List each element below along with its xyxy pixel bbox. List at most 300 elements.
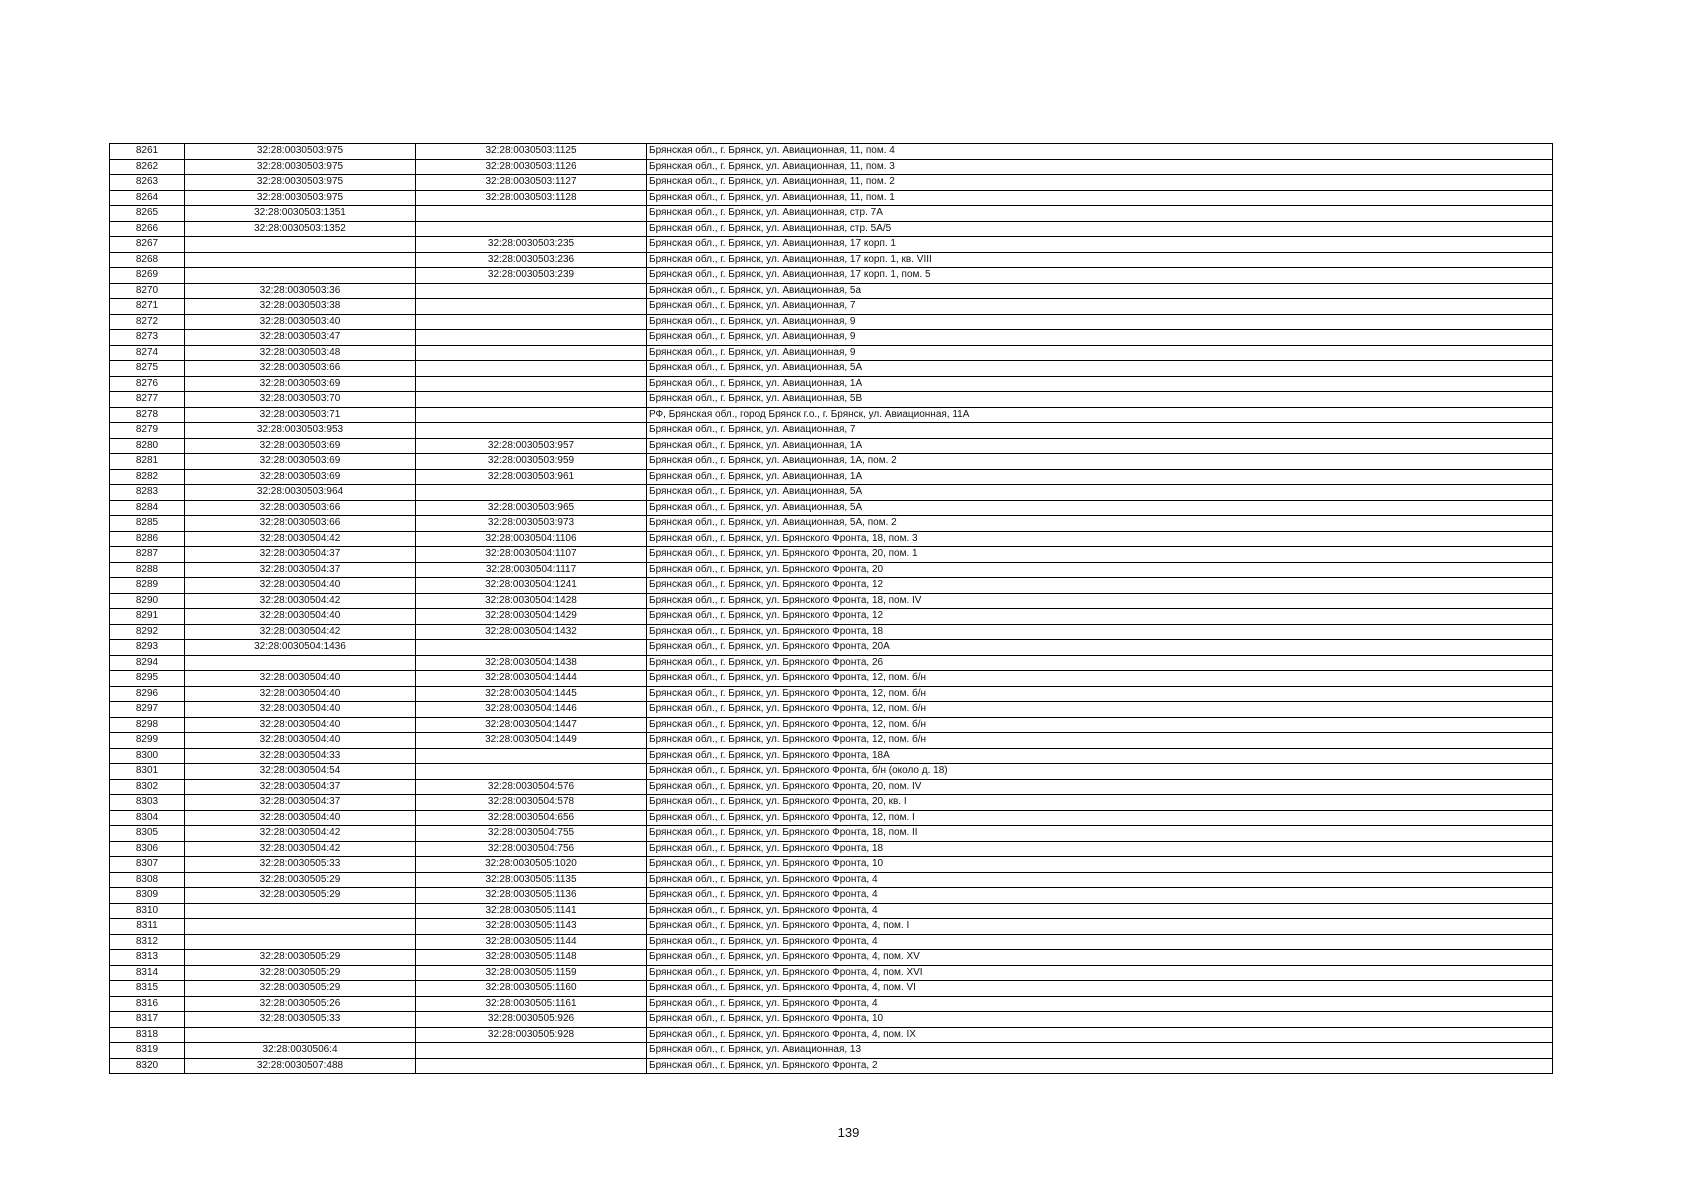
table-row — [110, 810, 1553, 826]
land-plot-cadastral-number-cell: 32:28:0030504:37 — [185, 547, 416, 563]
address-cell: Брянская обл., г. Брянск, ул. Авиационная, 5А — [647, 361, 1553, 377]
row-number-cell: 8310 — [110, 903, 185, 919]
address-cell: РФ, Брянская обл., город Брянск г.о., г. Брянск, ул. Авиационная, 11А — [647, 407, 1553, 423]
land-plot-cadastral-number-cell: 32:28:0030504:42 — [185, 841, 416, 857]
address-cell: Брянская обл., г. Брянск, ул. Авиационная, 1А — [647, 438, 1553, 454]
land-plot-cadastral-number-cell: 32:28:0030503:66 — [185, 500, 416, 516]
land-plot-cadastral-number-cell: 32:28:0030504:1436 — [185, 640, 416, 656]
table-row — [110, 361, 1553, 377]
address-cell: Брянская обл., г. Брянск, ул. Брянского Фронта, 18 — [647, 624, 1553, 640]
land-plot-cadastral-number-cell: 32:28:0030504:40 — [185, 810, 416, 826]
land-plot-cadastral-number-cell: 32:28:0030504:40 — [185, 578, 416, 594]
address-cell: Брянская обл., г. Брянск, ул. Авиационная, 17 корп. 1, пом. 5 — [647, 268, 1553, 284]
address-cell: Брянская обл., г. Брянск, ул. Авиационная, 9 — [647, 345, 1553, 361]
object-cadastral-number-cell — [416, 748, 647, 764]
object-cadastral-number-cell: 32:28:0030504:1447 — [416, 717, 647, 733]
table-row — [110, 268, 1553, 284]
table-row — [110, 996, 1553, 1012]
table-row — [110, 655, 1553, 671]
row-number-cell: 8287 — [110, 547, 185, 563]
object-cadastral-number-cell: 32:28:0030505:1143 — [416, 919, 647, 935]
land-plot-cadastral-number-cell: 32:28:0030506:4 — [185, 1043, 416, 1059]
address-cell: Брянская обл., г. Брянск, ул. Брянского Фронта, 4, пом. XVI — [647, 965, 1553, 981]
land-plot-cadastral-number-cell: 32:28:0030505:33 — [185, 1012, 416, 1028]
address-cell: Брянская обл., г. Брянск, ул. Брянского Фронта, 18А — [647, 748, 1553, 764]
land-plot-cadastral-number-cell — [185, 237, 416, 253]
land-plot-cadastral-number-cell: 32:28:0030504:40 — [185, 686, 416, 702]
land-plot-cadastral-number-cell: 32:28:0030503:964 — [185, 485, 416, 501]
object-cadastral-number-cell — [416, 764, 647, 780]
address-cell: Брянская обл., г. Брянск, ул. Брянского Фронта, 4 — [647, 888, 1553, 904]
object-cadastral-number-cell: 32:28:0030504:1107 — [416, 547, 647, 563]
land-plot-cadastral-number-cell: 32:28:0030504:42 — [185, 826, 416, 842]
address-cell: Брянская обл., г. Брянск, ул. Авиационная, 5а — [647, 283, 1553, 299]
object-cadastral-number-cell: 32:28:0030504:1445 — [416, 686, 647, 702]
address-cell: Брянская обл., г. Брянск, ул. Брянского Фронта, 12, пом. I — [647, 810, 1553, 826]
land-plot-cadastral-number-cell: 32:28:0030504:42 — [185, 531, 416, 547]
row-number-cell: 8285 — [110, 516, 185, 532]
object-cadastral-number-cell: 32:28:0030503:1127 — [416, 175, 647, 191]
land-plot-cadastral-number-cell: 32:28:0030503:40 — [185, 314, 416, 330]
object-cadastral-number-cell: 32:28:0030504:1428 — [416, 593, 647, 609]
object-cadastral-number-cell: 32:28:0030505:1135 — [416, 872, 647, 888]
row-number-cell: 8289 — [110, 578, 185, 594]
object-cadastral-number-cell: 32:28:0030505:1144 — [416, 934, 647, 950]
address-cell: Брянская обл., г. Брянск, ул. Брянского Фронта, 4, пом. VI — [647, 981, 1553, 997]
object-cadastral-number-cell: 32:28:0030503:957 — [416, 438, 647, 454]
object-cadastral-number-cell — [416, 640, 647, 656]
row-number-cell: 8262 — [110, 159, 185, 175]
row-number-cell: 8263 — [110, 175, 185, 191]
table-row — [110, 407, 1553, 423]
row-number-cell: 8298 — [110, 717, 185, 733]
row-number-cell: 8275 — [110, 361, 185, 377]
land-plot-cadastral-number-cell: 32:28:0030505:29 — [185, 888, 416, 904]
object-cadastral-number-cell: 32:28:0030504:1449 — [416, 733, 647, 749]
land-plot-cadastral-number-cell — [185, 1027, 416, 1043]
table-row — [110, 314, 1553, 330]
address-cell: Брянская обл., г. Брянск, ул. Авиационная, 5А — [647, 500, 1553, 516]
table-row — [110, 934, 1553, 950]
land-plot-cadastral-number-cell: 32:28:0030503:69 — [185, 376, 416, 392]
address-cell: Брянская обл., г. Брянск, ул. Брянского Фронта, 2 — [647, 1058, 1553, 1074]
land-plot-cadastral-number-cell: 32:28:0030504:40 — [185, 717, 416, 733]
address-cell: Брянская обл., г. Брянск, ул. Авиационная, 9 — [647, 330, 1553, 346]
object-cadastral-number-cell: 32:28:0030504:576 — [416, 779, 647, 795]
address-cell: Брянская обл., г. Брянск, ул. Брянского Фронта, 18 — [647, 841, 1553, 857]
object-cadastral-number-cell — [416, 330, 647, 346]
object-cadastral-number-cell — [416, 314, 647, 330]
object-cadastral-number-cell: 32:28:0030504:1106 — [416, 531, 647, 547]
address-cell: Брянская обл., г. Брянск, ул. Брянского Фронта, б/н (около д. 18) — [647, 764, 1553, 780]
registry-table — [109, 143, 1553, 1074]
table-row — [110, 159, 1553, 175]
object-cadastral-number-cell — [416, 407, 647, 423]
land-plot-cadastral-number-cell: 32:28:0030503:975 — [185, 190, 416, 206]
row-number-cell: 8284 — [110, 500, 185, 516]
object-cadastral-number-cell: 32:28:0030504:756 — [416, 841, 647, 857]
land-plot-cadastral-number-cell: 32:28:0030503:66 — [185, 516, 416, 532]
table-row — [110, 950, 1553, 966]
address-cell: Брянская обл., г. Брянск, ул. Авиационная, 5В — [647, 392, 1553, 408]
object-cadastral-number-cell — [416, 206, 647, 222]
object-cadastral-number-cell: 32:28:0030504:656 — [416, 810, 647, 826]
row-number-cell: 8299 — [110, 733, 185, 749]
address-cell: Брянская обл., г. Брянск, ул. Брянского Фронта, 4 — [647, 903, 1553, 919]
land-plot-cadastral-number-cell: 32:28:0030507:488 — [185, 1058, 416, 1074]
object-cadastral-number-cell — [416, 361, 647, 377]
land-plot-cadastral-number-cell: 32:28:0030505:26 — [185, 996, 416, 1012]
table-row — [110, 531, 1553, 547]
row-number-cell: 8311 — [110, 919, 185, 935]
object-cadastral-number-cell: 32:28:0030505:1161 — [416, 996, 647, 1012]
object-cadastral-number-cell — [416, 1043, 647, 1059]
row-number-cell: 8268 — [110, 252, 185, 268]
object-cadastral-number-cell — [416, 345, 647, 361]
table-row — [110, 190, 1553, 206]
table-row — [110, 1058, 1553, 1074]
object-cadastral-number-cell: 32:28:0030503:1125 — [416, 144, 647, 160]
object-cadastral-number-cell — [416, 221, 647, 237]
land-plot-cadastral-number-cell: 32:28:0030503:69 — [185, 454, 416, 470]
table-row — [110, 857, 1553, 873]
row-number-cell: 8270 — [110, 283, 185, 299]
row-number-cell: 8294 — [110, 655, 185, 671]
row-number-cell: 8305 — [110, 826, 185, 842]
row-number-cell: 8306 — [110, 841, 185, 857]
land-plot-cadastral-number-cell: 32:28:0030503:47 — [185, 330, 416, 346]
land-plot-cadastral-number-cell: 32:28:0030503:953 — [185, 423, 416, 439]
table-row — [110, 578, 1553, 594]
land-plot-cadastral-number-cell: 32:28:0030503:36 — [185, 283, 416, 299]
address-cell: Брянская обл., г. Брянск, ул. Брянского Фронта, 4 — [647, 996, 1553, 1012]
object-cadastral-number-cell: 32:28:0030505:928 — [416, 1027, 647, 1043]
table-row — [110, 981, 1553, 997]
object-cadastral-number-cell: 32:28:0030503:235 — [416, 237, 647, 253]
land-plot-cadastral-number-cell: 32:28:0030505:29 — [185, 872, 416, 888]
row-number-cell: 8313 — [110, 950, 185, 966]
row-number-cell: 8269 — [110, 268, 185, 284]
land-plot-cadastral-number-cell: 32:28:0030504:37 — [185, 779, 416, 795]
table-row — [110, 888, 1553, 904]
row-number-cell: 8319 — [110, 1043, 185, 1059]
address-cell: Брянская обл., г. Брянск, ул. Авиационная, 11, пом. 4 — [647, 144, 1553, 160]
table-row — [110, 1012, 1553, 1028]
address-cell: Брянская обл., г. Брянск, ул. Авиационная, стр. 5А/5 — [647, 221, 1553, 237]
land-plot-cadastral-number-cell: 32:28:0030504:42 — [185, 593, 416, 609]
table-row — [110, 562, 1553, 578]
table-row — [110, 221, 1553, 237]
row-number-cell: 8277 — [110, 392, 185, 408]
object-cadastral-number-cell: 32:28:0030504:1429 — [416, 609, 647, 625]
land-plot-cadastral-number-cell: 32:28:0030504:33 — [185, 748, 416, 764]
land-plot-cadastral-number-cell: 32:28:0030503:975 — [185, 144, 416, 160]
land-plot-cadastral-number-cell: 32:28:0030505:29 — [185, 965, 416, 981]
row-number-cell: 8297 — [110, 702, 185, 718]
land-plot-cadastral-number-cell: 32:28:0030503:66 — [185, 361, 416, 377]
address-cell: Брянская обл., г. Брянск, ул. Авиационная, 1А — [647, 376, 1553, 392]
object-cadastral-number-cell — [416, 392, 647, 408]
address-cell: Брянская обл., г. Брянск, ул. Авиационная, 7 — [647, 423, 1553, 439]
table-row — [110, 624, 1553, 640]
row-number-cell: 8300 — [110, 748, 185, 764]
table-row — [110, 702, 1553, 718]
row-number-cell: 8283 — [110, 485, 185, 501]
row-number-cell: 8307 — [110, 857, 185, 873]
table-row — [110, 144, 1553, 160]
address-cell: Брянская обл., г. Брянск, ул. Авиационная, 9 — [647, 314, 1553, 330]
address-cell: Брянская обл., г. Брянск, ул. Авиационная, 5А, пом. 2 — [647, 516, 1553, 532]
land-plot-cadastral-number-cell: 32:28:0030505:29 — [185, 950, 416, 966]
row-number-cell: 8295 — [110, 671, 185, 687]
object-cadastral-number-cell — [416, 423, 647, 439]
table-row — [110, 609, 1553, 625]
row-number-cell: 8302 — [110, 779, 185, 795]
object-cadastral-number-cell: 32:28:0030504:755 — [416, 826, 647, 842]
row-number-cell: 8281 — [110, 454, 185, 470]
land-plot-cadastral-number-cell: 32:28:0030503:1351 — [185, 206, 416, 222]
row-number-cell: 8265 — [110, 206, 185, 222]
row-number-cell: 8304 — [110, 810, 185, 826]
land-plot-cadastral-number-cell — [185, 903, 416, 919]
land-plot-cadastral-number-cell: 32:28:0030505:29 — [185, 981, 416, 997]
row-number-cell: 8316 — [110, 996, 185, 1012]
object-cadastral-number-cell: 32:28:0030504:1241 — [416, 578, 647, 594]
address-cell: Брянская обл., г. Брянск, ул. Авиационная, 11, пом. 2 — [647, 175, 1553, 191]
table-row — [110, 206, 1553, 222]
object-cadastral-number-cell: 32:28:0030504:1432 — [416, 624, 647, 640]
land-plot-cadastral-number-cell — [185, 919, 416, 935]
table-row — [110, 764, 1553, 780]
row-number-cell: 8309 — [110, 888, 185, 904]
table-row — [110, 469, 1553, 485]
object-cadastral-number-cell: 32:28:0030503:239 — [416, 268, 647, 284]
table-row — [110, 376, 1553, 392]
object-cadastral-number-cell: 32:28:0030504:1438 — [416, 655, 647, 671]
address-cell: Брянская обл., г. Брянск, ул. Брянского Фронта, 4, пом. I — [647, 919, 1553, 935]
row-number-cell: 8314 — [110, 965, 185, 981]
land-plot-cadastral-number-cell: 32:28:0030504:37 — [185, 562, 416, 578]
row-number-cell: 8292 — [110, 624, 185, 640]
table-row — [110, 779, 1553, 795]
row-number-cell: 8272 — [110, 314, 185, 330]
row-number-cell: 8274 — [110, 345, 185, 361]
row-number-cell: 8273 — [110, 330, 185, 346]
object-cadastral-number-cell: 32:28:0030503:1126 — [416, 159, 647, 175]
object-cadastral-number-cell: 32:28:0030503:236 — [416, 252, 647, 268]
row-number-cell: 8303 — [110, 795, 185, 811]
table-row — [110, 733, 1553, 749]
object-cadastral-number-cell: 32:28:0030505:1136 — [416, 888, 647, 904]
table-row — [110, 872, 1553, 888]
row-number-cell: 8288 — [110, 562, 185, 578]
row-number-cell: 8280 — [110, 438, 185, 454]
address-cell: Брянская обл., г. Брянск, ул. Авиационная, 7 — [647, 299, 1553, 315]
address-cell: Брянская обл., г. Брянск, ул. Брянского Фронта, 20, кв. I — [647, 795, 1553, 811]
table-row — [110, 593, 1553, 609]
object-cadastral-number-cell: 32:28:0030505:1020 — [416, 857, 647, 873]
land-plot-cadastral-number-cell: 32:28:0030504:54 — [185, 764, 416, 780]
address-cell: Брянская обл., г. Брянск, ул. Брянского Фронта, 26 — [647, 655, 1553, 671]
row-number-cell: 8290 — [110, 593, 185, 609]
land-plot-cadastral-number-cell: 32:28:0030503:975 — [185, 175, 416, 191]
object-cadastral-number-cell — [416, 283, 647, 299]
object-cadastral-number-cell: 32:28:0030504:1117 — [416, 562, 647, 578]
land-plot-cadastral-number-cell: 32:28:0030504:37 — [185, 795, 416, 811]
table-row — [110, 175, 1553, 191]
table-row — [110, 965, 1553, 981]
address-cell: Брянская обл., г. Брянск, ул. Брянского Фронта, 12, пом. б/н — [647, 671, 1553, 687]
land-plot-cadastral-number-cell: 32:28:0030504:40 — [185, 733, 416, 749]
object-cadastral-number-cell: 32:28:0030503:965 — [416, 500, 647, 516]
land-plot-cadastral-number-cell — [185, 252, 416, 268]
address-cell: Брянская обл., г. Брянск, ул. Авиационная, 1А — [647, 469, 1553, 485]
address-cell: Брянская обл., г. Брянск, ул. Брянского Фронта, 10 — [647, 857, 1553, 873]
row-number-cell: 8317 — [110, 1012, 185, 1028]
land-plot-cadastral-number-cell — [185, 934, 416, 950]
row-number-cell: 8301 — [110, 764, 185, 780]
address-cell: Брянская обл., г. Брянск, ул. Брянского Фронта, 12 — [647, 578, 1553, 594]
row-number-cell: 8293 — [110, 640, 185, 656]
object-cadastral-number-cell: 32:28:0030503:1128 — [416, 190, 647, 206]
table-row — [110, 392, 1553, 408]
object-cadastral-number-cell: 32:28:0030505:1148 — [416, 950, 647, 966]
address-cell: Брянская обл., г. Брянск, ул. Авиационная, 5А — [647, 485, 1553, 501]
address-cell: Брянская обл., г. Брянск, ул. Брянского Фронта, 20А — [647, 640, 1553, 656]
row-number-cell: 8267 — [110, 237, 185, 253]
object-cadastral-number-cell — [416, 376, 647, 392]
row-number-cell: 8312 — [110, 934, 185, 950]
address-cell: Брянская обл., г. Брянск, ул. Брянского Фронта, 4 — [647, 872, 1553, 888]
table-row — [110, 919, 1553, 935]
address-cell: Брянская обл., г. Брянск, ул. Брянского Фронта, 12, пом. б/н — [647, 702, 1553, 718]
land-plot-cadastral-number-cell: 32:28:0030503:38 — [185, 299, 416, 315]
address-cell: Брянская обл., г. Брянск, ул. Брянского Фронта, 10 — [647, 1012, 1553, 1028]
row-number-cell: 8278 — [110, 407, 185, 423]
table-row — [110, 423, 1553, 439]
row-number-cell: 8308 — [110, 872, 185, 888]
land-plot-cadastral-number-cell — [185, 655, 416, 671]
land-plot-cadastral-number-cell: 32:28:0030503:70 — [185, 392, 416, 408]
table-row — [110, 903, 1553, 919]
object-cadastral-number-cell: 32:28:0030504:1444 — [416, 671, 647, 687]
address-cell: Брянская обл., г. Брянск, ул. Брянского Фронта, 12, пом. б/н — [647, 717, 1553, 733]
row-number-cell: 8282 — [110, 469, 185, 485]
address-cell: Брянская обл., г. Брянск, ул. Брянского Фронта, 20 — [647, 562, 1553, 578]
address-cell: Брянская обл., г. Брянск, ул. Авиационная, 13 — [647, 1043, 1553, 1059]
row-number-cell: 8264 — [110, 190, 185, 206]
table-row — [110, 717, 1553, 733]
table-row — [110, 345, 1553, 361]
object-cadastral-number-cell: 32:28:0030503:973 — [416, 516, 647, 532]
address-cell: Брянская обл., г. Брянск, ул. Брянского Фронта, 18, пом. IV — [647, 593, 1553, 609]
object-cadastral-number-cell — [416, 299, 647, 315]
object-cadastral-number-cell: 32:28:0030505:1160 — [416, 981, 647, 997]
object-cadastral-number-cell — [416, 1058, 647, 1074]
table-row — [110, 438, 1553, 454]
address-cell: Брянская обл., г. Брянск, ул. Авиационная, 11, пом. 3 — [647, 159, 1553, 175]
table-row — [110, 237, 1553, 253]
land-plot-cadastral-number-cell: 32:28:0030503:69 — [185, 469, 416, 485]
land-plot-cadastral-number-cell — [185, 268, 416, 284]
address-cell: Брянская обл., г. Брянск, ул. Авиационная, 17 корп. 1 — [647, 237, 1553, 253]
address-cell: Брянская обл., г. Брянск, ул. Брянского Фронта, 4, пом. XV — [647, 950, 1553, 966]
land-plot-cadastral-number-cell: 32:28:0030503:975 — [185, 159, 416, 175]
row-number-cell: 8271 — [110, 299, 185, 315]
table-row — [110, 500, 1553, 516]
table-row — [110, 330, 1553, 346]
table-row — [110, 841, 1553, 857]
object-cadastral-number-cell: 32:28:0030504:1446 — [416, 702, 647, 718]
address-cell: Брянская обл., г. Брянск, ул. Брянского Фронта, 12, пом. б/н — [647, 733, 1553, 749]
row-number-cell: 8291 — [110, 609, 185, 625]
registry-table-body — [110, 144, 1553, 1074]
address-cell: Брянская обл., г. Брянск, ул. Брянского Фронта, 18, пом. 3 — [647, 531, 1553, 547]
address-cell: Брянская обл., г. Брянск, ул. Брянского Фронта, 20, пом. IV — [647, 779, 1553, 795]
row-number-cell: 8279 — [110, 423, 185, 439]
land-plot-cadastral-number-cell: 32:28:0030503:71 — [185, 407, 416, 423]
row-number-cell: 8320 — [110, 1058, 185, 1074]
address-cell: Брянская обл., г. Брянск, ул. Авиационная, 1А, пом. 2 — [647, 454, 1553, 470]
row-number-cell: 8276 — [110, 376, 185, 392]
land-plot-cadastral-number-cell: 32:28:0030503:1352 — [185, 221, 416, 237]
table-row — [110, 516, 1553, 532]
table-row — [110, 547, 1553, 563]
table-row — [110, 299, 1553, 315]
table-row — [110, 1043, 1553, 1059]
land-plot-cadastral-number-cell: 32:28:0030504:42 — [185, 624, 416, 640]
address-cell: Брянская обл., г. Брянск, ул. Брянского Фронта, 4 — [647, 934, 1553, 950]
table-row — [110, 748, 1553, 764]
address-cell: Брянская обл., г. Брянск, ул. Брянского Фронта, 20, пом. 1 — [647, 547, 1553, 563]
object-cadastral-number-cell: 32:28:0030505:1159 — [416, 965, 647, 981]
address-cell: Брянская обл., г. Брянск, ул. Брянского Фронта, 12 — [647, 609, 1553, 625]
object-cadastral-number-cell — [416, 485, 647, 501]
row-number-cell: 8261 — [110, 144, 185, 160]
table-row — [110, 795, 1553, 811]
row-number-cell: 8266 — [110, 221, 185, 237]
address-cell: Брянская обл., г. Брянск, ул. Брянского Фронта, 18, пом. II — [647, 826, 1553, 842]
object-cadastral-number-cell: 32:28:0030503:961 — [416, 469, 647, 485]
land-plot-cadastral-number-cell: 32:28:0030503:48 — [185, 345, 416, 361]
address-cell: Брянская обл., г. Брянск, ул. Брянского Фронта, 4, пом. IX — [647, 1027, 1553, 1043]
address-cell: Брянская обл., г. Брянск, ул. Авиационная, 11, пом. 1 — [647, 190, 1553, 206]
address-cell: Брянская обл., г. Брянск, ул. Авиационная, 17 корп. 1, кв. VIII — [647, 252, 1553, 268]
table-row — [110, 283, 1553, 299]
object-cadastral-number-cell: 32:28:0030503:959 — [416, 454, 647, 470]
object-cadastral-number-cell: 32:28:0030504:578 — [416, 795, 647, 811]
object-cadastral-number-cell: 32:28:0030505:1141 — [416, 903, 647, 919]
address-cell: Брянская обл., г. Брянск, ул. Брянского Фронта, 12, пом. б/н — [647, 686, 1553, 702]
row-number-cell: 8315 — [110, 981, 185, 997]
address-cell: Брянская обл., г. Брянск, ул. Авиационная, стр. 7А — [647, 206, 1553, 222]
land-plot-cadastral-number-cell: 32:28:0030504:40 — [185, 671, 416, 687]
object-cadastral-number-cell: 32:28:0030505:926 — [416, 1012, 647, 1028]
table-row — [110, 640, 1553, 656]
page-number: 139 — [837, 1125, 860, 1140]
row-number-cell: 8296 — [110, 686, 185, 702]
table-row — [110, 671, 1553, 687]
table-row — [110, 826, 1553, 842]
table-row — [110, 454, 1553, 470]
table-row — [110, 686, 1553, 702]
table-row — [110, 1027, 1553, 1043]
land-plot-cadastral-number-cell: 32:28:0030503:69 — [185, 438, 416, 454]
row-number-cell: 8318 — [110, 1027, 185, 1043]
table-row — [110, 485, 1553, 501]
land-plot-cadastral-number-cell: 32:28:0030504:40 — [185, 702, 416, 718]
row-number-cell: 8286 — [110, 531, 185, 547]
